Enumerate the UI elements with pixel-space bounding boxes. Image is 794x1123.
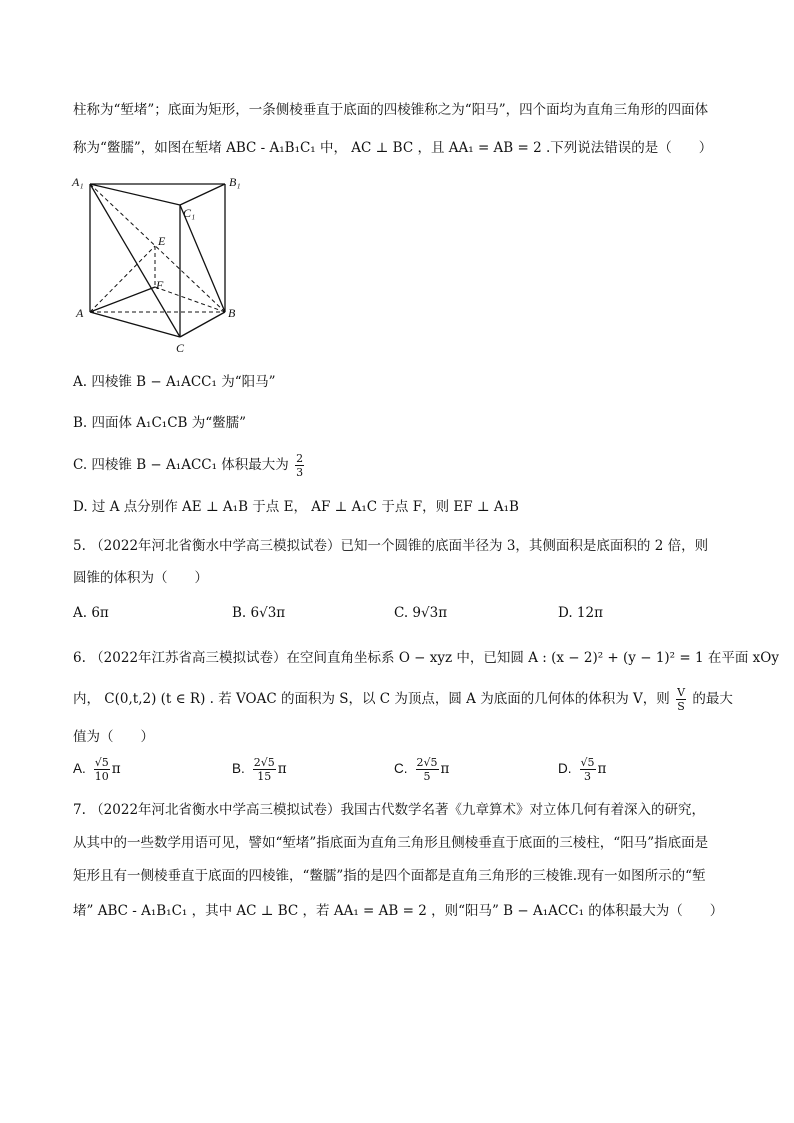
q6-option-d-fraction bbox=[580, 756, 596, 783]
q6-option-d-label: D. bbox=[558, 761, 572, 776]
q6-option-b-pi: π bbox=[277, 761, 287, 777]
q6-line-1: 6. （2022年江苏省高三模拟试卷）在空间直角坐标系 O − xyz 中，已知圆 A : (x − 2)² + (y − 1)² = 1 在平面 xOy bbox=[73, 650, 779, 666]
q4-option-d: D. 过 A 点分别作 AE ⊥ A₁B 于点 E， AF ⊥ A₁C 于点 F，则 EF ⊥ A₁B bbox=[73, 499, 519, 515]
q6-option-d-pi: π bbox=[597, 761, 607, 777]
q4-option-a: A. 四棱锥 B − A₁ACC₁ 为“阳马” bbox=[73, 374, 276, 390]
q4-option-b: B. 四面体 A₁C₁CB 为“鳖臑” bbox=[73, 415, 247, 431]
q4-option-c-fraction bbox=[295, 452, 304, 479]
label-a1: A₁ bbox=[72, 175, 84, 189]
edge-a1-c bbox=[90, 184, 180, 337]
q6-frac-den: S bbox=[677, 700, 685, 713]
q4-option-c-text: C. 四棱锥 B − A₁ACC₁ 体积最大为 bbox=[73, 457, 289, 473]
label-a: A bbox=[76, 306, 84, 320]
q7-line-1: 7. （2022年河北省衡水中学高三模拟试卷）我国古代数学名著《九章算术》对立体几何有着深入的研究， bbox=[73, 802, 706, 818]
edge-a-f bbox=[90, 287, 155, 312]
q6-option-c-fraction bbox=[416, 756, 439, 783]
q5-option-d: D. 12π bbox=[558, 605, 603, 621]
q6-b-num: 2√5 bbox=[253, 756, 275, 769]
label-b: B bbox=[228, 306, 236, 320]
q7-line-4: 堵” ABC - A₁B₁C₁ ，其中 AC ⊥ BC ，若 AA₁ = AB = 2 ，则“阳马” B − A₁ACC₁ 的体积最大为（ ） bbox=[73, 903, 724, 919]
label-c1: C₁ bbox=[183, 206, 196, 220]
prism-figure bbox=[70, 172, 250, 354]
q6-option-a bbox=[73, 756, 121, 783]
edge-a1-c1 bbox=[90, 184, 180, 205]
edge-a-c bbox=[90, 312, 180, 337]
q6-d-den: 3 bbox=[584, 770, 591, 783]
q4-option-c bbox=[73, 452, 306, 479]
q6-option-c-label: C. bbox=[394, 761, 408, 776]
q6-line-3: 值为（ ） bbox=[73, 729, 154, 745]
q4-c-frac-den: 3 bbox=[296, 466, 304, 479]
q5-option-b: B. 6√3π bbox=[232, 605, 286, 621]
q6-a-den: 10 bbox=[94, 770, 109, 783]
q5-line-1: 5. （2022年河北省衡水中学高三模拟试卷）已知一个圆锥的底面半径为 3，其侧面积是底面积的 2 倍，则 bbox=[73, 538, 709, 554]
label-b1: B₁ bbox=[229, 175, 241, 189]
q6-line-2-tail: 的最大 bbox=[692, 691, 733, 707]
q6-option-b-fraction bbox=[253, 756, 276, 783]
q6-line-2 bbox=[73, 686, 733, 713]
q6-b-den: 15 bbox=[257, 770, 272, 783]
q6-line-2-text: 内， C(0,t,2) (t ∈ R) . 若 VOAC 的面积为 S，以 C 为顶点，圆 A 为底面的几何体的体积为 V，则 bbox=[73, 691, 670, 707]
edge-a1-b-dashed bbox=[90, 184, 225, 312]
q6-option-c-pi: π bbox=[440, 761, 450, 777]
q6-option-d bbox=[558, 756, 606, 783]
label-f: F bbox=[156, 278, 164, 292]
q5-line-2: 圆锥的体积为（ ） bbox=[73, 570, 208, 586]
q6-option-a-pi: π bbox=[111, 761, 121, 777]
intro-line-1: 柱称为“堑堵”；底面为矩形，一条侧棱垂直于底面的四棱锥称之为“阳马”，四个面均为直角三角形的四面体 bbox=[73, 102, 709, 118]
q6-c-den: 5 bbox=[423, 770, 431, 783]
q5-option-c: C. 9√3π bbox=[394, 605, 448, 621]
intro-line-2: 称为“鳖臑”，如图在堑堵 ABC - A₁B₁C₁ 中， AC ⊥ BC ，且 AA₁ = AB = 2 .下列说法错误的是（ ） bbox=[73, 140, 713, 156]
q6-option-a-fraction bbox=[94, 756, 110, 783]
q6-option-b-label: B. bbox=[232, 761, 245, 776]
q7-line-2: 从其中的一些数学用语可见，譬如“堑堵”指底面为直角三角形且侧棱垂直于底面的三棱柱，“阳马”指底面是 bbox=[73, 835, 709, 851]
q6-d-num: √5 bbox=[580, 756, 595, 769]
q6-a-num: √5 bbox=[94, 756, 109, 769]
edge-c1-b1 bbox=[180, 184, 225, 205]
q6-option-b bbox=[232, 756, 287, 783]
label-e: E bbox=[158, 234, 166, 248]
edge-c1-b bbox=[180, 205, 225, 312]
edge-c-b bbox=[180, 312, 225, 337]
q6-option-a-label: A. bbox=[73, 761, 86, 776]
q6-v-over-s bbox=[676, 686, 686, 713]
label-c: C bbox=[176, 341, 185, 354]
edge-f-b-dashed bbox=[155, 287, 225, 312]
q6-c-num: 2√5 bbox=[416, 756, 438, 769]
q6-frac-num: V bbox=[677, 686, 686, 699]
q5-option-a: A. 6π bbox=[73, 605, 109, 621]
q6-option-c bbox=[394, 756, 449, 783]
q4-c-frac-num: 2 bbox=[296, 452, 304, 465]
q7-line-3: 矩形且有一侧棱垂直于底面的四棱锥，“鳖臑”指的是四个面都是直角三角形的三棱锥.现有一如图所示的“堑 bbox=[73, 868, 706, 884]
